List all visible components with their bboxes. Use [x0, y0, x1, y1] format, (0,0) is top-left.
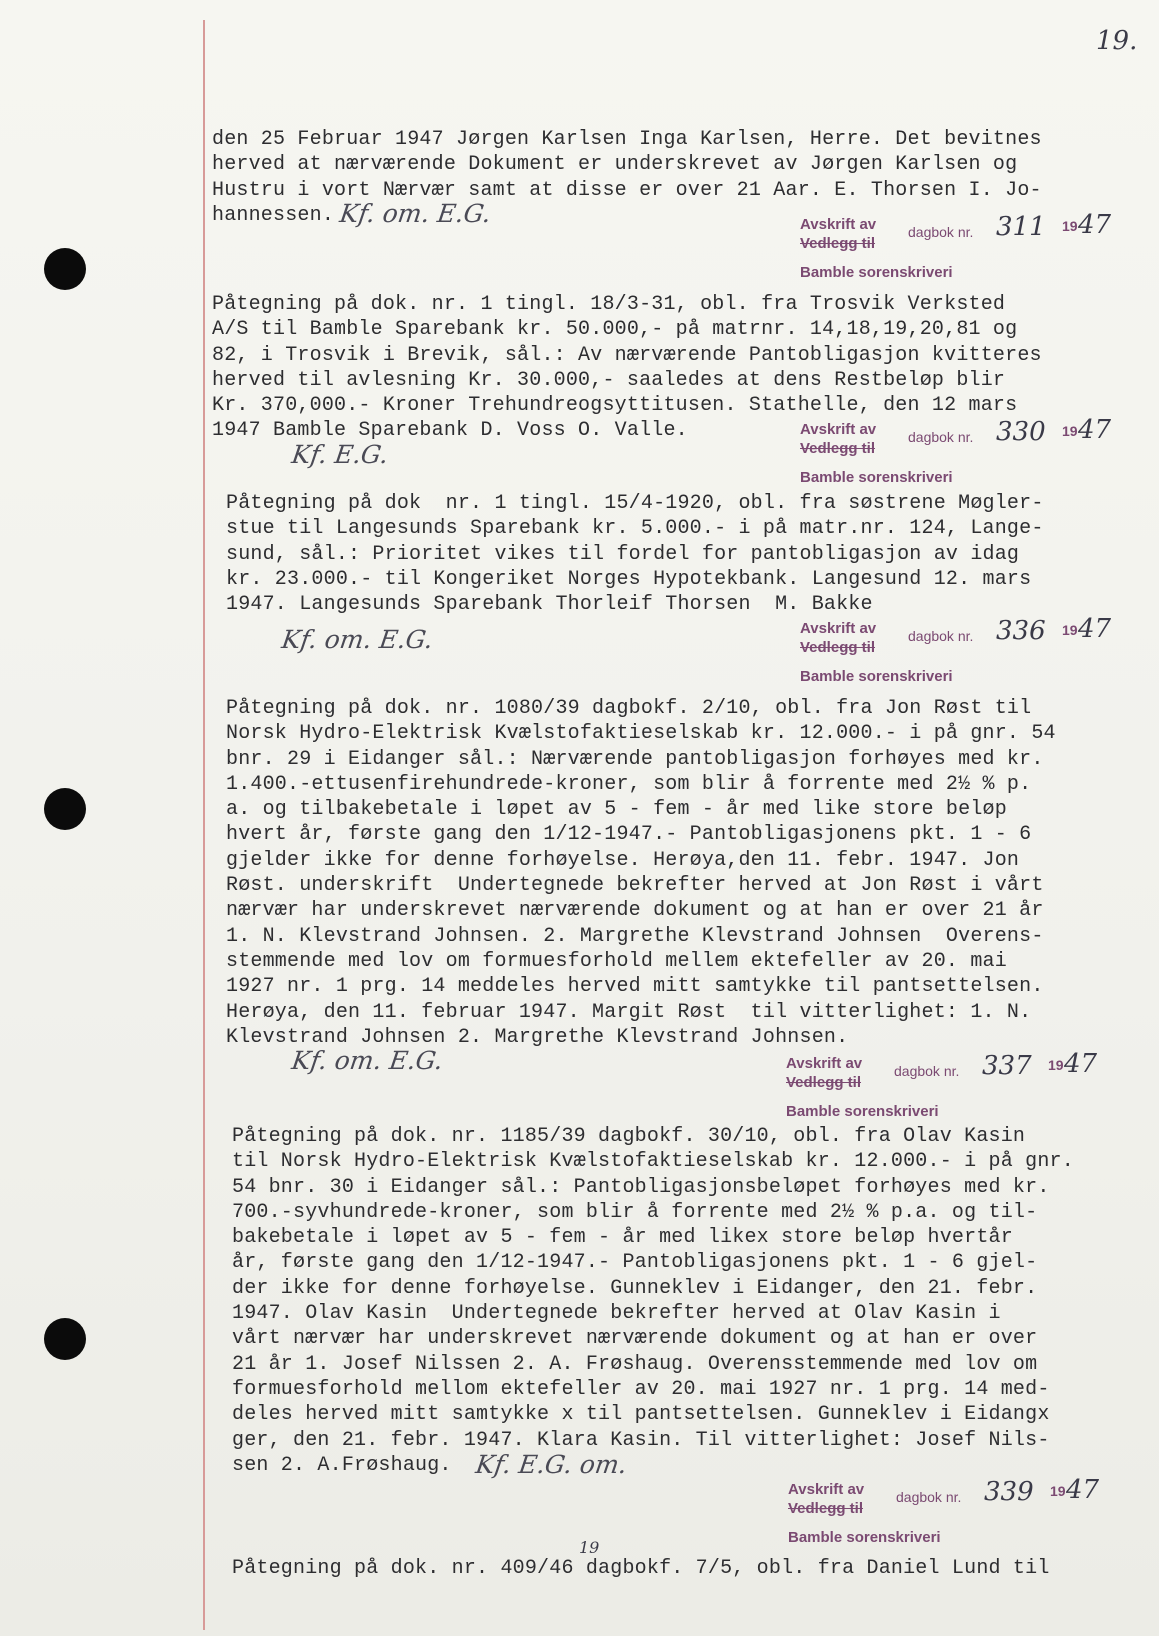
punch-hole [44, 1318, 86, 1360]
stamp-line2: Vedlegg til [786, 1074, 862, 1091]
punch-hole [44, 248, 86, 290]
handwritten-initials: Kf. E.G. [289, 440, 391, 469]
stamp-year-prefix: 19 [1048, 1057, 1064, 1073]
entry-text: Påtegning på dok. nr. 1185/39 dagbokf. 30/10, obl. fra Olav Kasin til Norsk Hydro-Elektrisk Kvælstofaktieselskab kr. 12.000.- i på gnr. 54 bnr. 30 i Eidanger sål.: Pantobligasjonsbeløpet forhøyes med kr. 700.-syvhundrede-kroner, som blir å forrente med 2½ % p.a. og til- bakebetale i løpet av 5 - fem - år med likex store beløp hvertår år, første gang den 1/12-1947.- Pantobligasjonens pkt. 1 - 6 gjel- der ikke for denne forhøyelse. Gunneklev i Eidanger, den 21. febr. 1947. Olav Kasin Undertegnede bekrefter herved at Olav Kasin i vårt nærvær har underskrevet nærværende dokument og at han er over 21 år 1. Josef Nilssen 2. A. Frøshaug. Overensstemmende med lov om formuesforhold mellom ektefeller av 20. mai 1927 nr. 1 prg. 14 med- deles herved mitt samtykke x til pantsettelsen. Gunneklev i Eidangx ger, den 21. febr. 1947. Klara Kasin. Til vitterlighet: Josef Nils- sen 2. A.Frøshaug. [232, 1125, 1074, 1477]
handwritten-initials: Kf. om. E.G. [337, 199, 493, 228]
stamp-line1: Avskrift av [786, 1055, 863, 1072]
page-number: 19. [1096, 26, 1138, 56]
margin-line [203, 20, 205, 1630]
stamp-office: Bamble sorenskriveri [800, 469, 953, 486]
stamp-office: Bamble sorenskriveri [788, 1529, 941, 1546]
stamp-number: 311 [996, 212, 1046, 242]
entry-text: Påtegning på dok. nr. 1 tingl. 18/3-31, obl. fra Trosvik Verksted A/S til Bamble Sparebank kr. 50.000,- på matrnr. 14,18,19,20,81 og 82, i Trosvik i Brevik, sål.: Av nærværende Pantobligasjon kvitteres herved til avlesning Kr. 30.000,- saaledes at dens Restbeløp blir Kr. 370,000.- Kroner Trehundreogsyttitusen. Stathelle, den 12 mars 1947 Bamble Sparebank D. Voss O. Valle. [212, 293, 1042, 443]
stamp-dagbok-label: dagbok nr. [896, 1489, 962, 1505]
entry-text: den 25 Februar 1947 Jørgen Karlsen Inga Karlsen, Herre. Det bevitnes herved at nærværende Dokument er underskrevet av Jørgen Karlsen og Hustru i vort Nærvær samt at disse er over 21 Aar. E. Thorsen I. Jo- hannessen. [212, 128, 1042, 227]
punch-hole [44, 788, 86, 830]
stamp-year-prefix: 19 [1050, 1483, 1066, 1499]
stamp-year-suffix: 47 [1064, 1049, 1098, 1079]
stamp-dagbok-label: dagbok nr. [908, 628, 974, 644]
handwritten-initials: Kf. om. E.G. [279, 625, 435, 654]
stamp-year-suffix: 47 [1078, 614, 1112, 644]
stamp-line2: Vedlegg til [788, 1500, 864, 1517]
stamp-line1: Avskrift av [800, 620, 877, 637]
stamp-year-prefix: 19 [1062, 622, 1078, 638]
registry-stamp [800, 210, 1130, 288]
stamp-year-suffix: 47 [1078, 210, 1112, 240]
stamp-number: 339 [984, 1477, 1034, 1507]
stamp-line1: Avskrift av [788, 1481, 865, 1498]
stamp-dagbok-label: dagbok nr. [908, 429, 974, 445]
stamp-dagbok-label: dagbok nr. [908, 224, 974, 240]
handwritten-year-correction: 19 [579, 1538, 600, 1557]
stamp-dagbok-label: dagbok nr. [894, 1063, 960, 1079]
stamp-line1: Avskrift av [800, 216, 877, 233]
stamp-line1: Avskrift av [800, 421, 877, 438]
stamp-year-suffix: 47 [1066, 1475, 1100, 1505]
entry-text: Påtegning på dok nr. 1 tingl. 15/4-1920, obl. fra søstrene Møgler- stue til Langesunds Sparebank kr. 5.000.- i på matr.nr. 124, Lange- sund, sål.: Prioritet vikes til fordel for pantobligasjon av idag kr. 23.000.- til Kongeriket Norges Hypotekbank. Langesund 12. mars 1947. Langesunds Sparebank Thorleif Thorsen M. Bakke [226, 492, 1044, 617]
stamp-number: 336 [996, 616, 1046, 646]
stamp-year-prefix: 19 [1062, 423, 1078, 439]
registry-stamp [800, 614, 1130, 692]
stamp-number: 337 [982, 1051, 1032, 1081]
stamp-office: Bamble sorenskriveri [800, 668, 953, 685]
stamp-year-suffix: 47 [1078, 415, 1112, 445]
stamp-year-prefix: 19 [1062, 218, 1078, 234]
stamp-line2: Vedlegg til [800, 440, 876, 457]
handwritten-initials: Kf. om. E.G. [289, 1046, 445, 1075]
registry-stamp [800, 415, 1130, 493]
stamp-line2: Vedlegg til [800, 639, 876, 656]
handwritten-initials: Kf. E.G. om. [473, 1450, 629, 1479]
registry-stamp [788, 1475, 1118, 1553]
stamp-office: Bamble sorenskriveri [800, 264, 953, 281]
entry-text: Påtegning på dok. nr. 409/46 dagbokf. 7/5, obl. fra Daniel Lund til [232, 1557, 1050, 1580]
stamp-office: Bamble sorenskriveri [786, 1103, 939, 1120]
stamp-line2: Vedlegg til [800, 235, 876, 252]
stamp-number: 330 [996, 417, 1046, 447]
entry-text: Påtegning på dok. nr. 1080/39 dagbokf. 2/10, obl. fra Jon Røst til Norsk Hydro-Elektrisk Kvælstofaktieselskab kr. 12.000.- i på gnr. 54 bnr. 29 i Eidanger sål.: Nærværende pantobligasjon forhøyes med kr. 1.400.-ettusenfirehundrede-kroner, som blir å forrente med 2½ % p. a. og tilbakebetale i løpet av 5 - fem - år med like store beløp hvert år, første gang den 1/12-1947.- Pantobligasjonens pkt. 1 - 6 gjelder ikke for denne forhøyelse. Herøya,den 11. febr. 1947. Jon Røst. underskrift Undertegnede bekrefter herved at Jon Røst i vårt nærvær har underskrevet nærværende dokument og at han er over 21 år 1. N. Klevstrand Johnsen. 2. Margrethe Klevstrand Johnsen Overens- stemmende med lov om formuesforhold mellem ektefeller av 20. mai 1927 nr. 1 prg. 14 meddeles herved mitt samtykke til pantsettelsen. Herøya, den 11. februar 1947. Margit Røst til vitterlighet: 1. N. Klevstrand Johnsen 2. Margrethe Klevstrand Johnsen. [226, 697, 1056, 1049]
registry-stamp [786, 1049, 1116, 1127]
